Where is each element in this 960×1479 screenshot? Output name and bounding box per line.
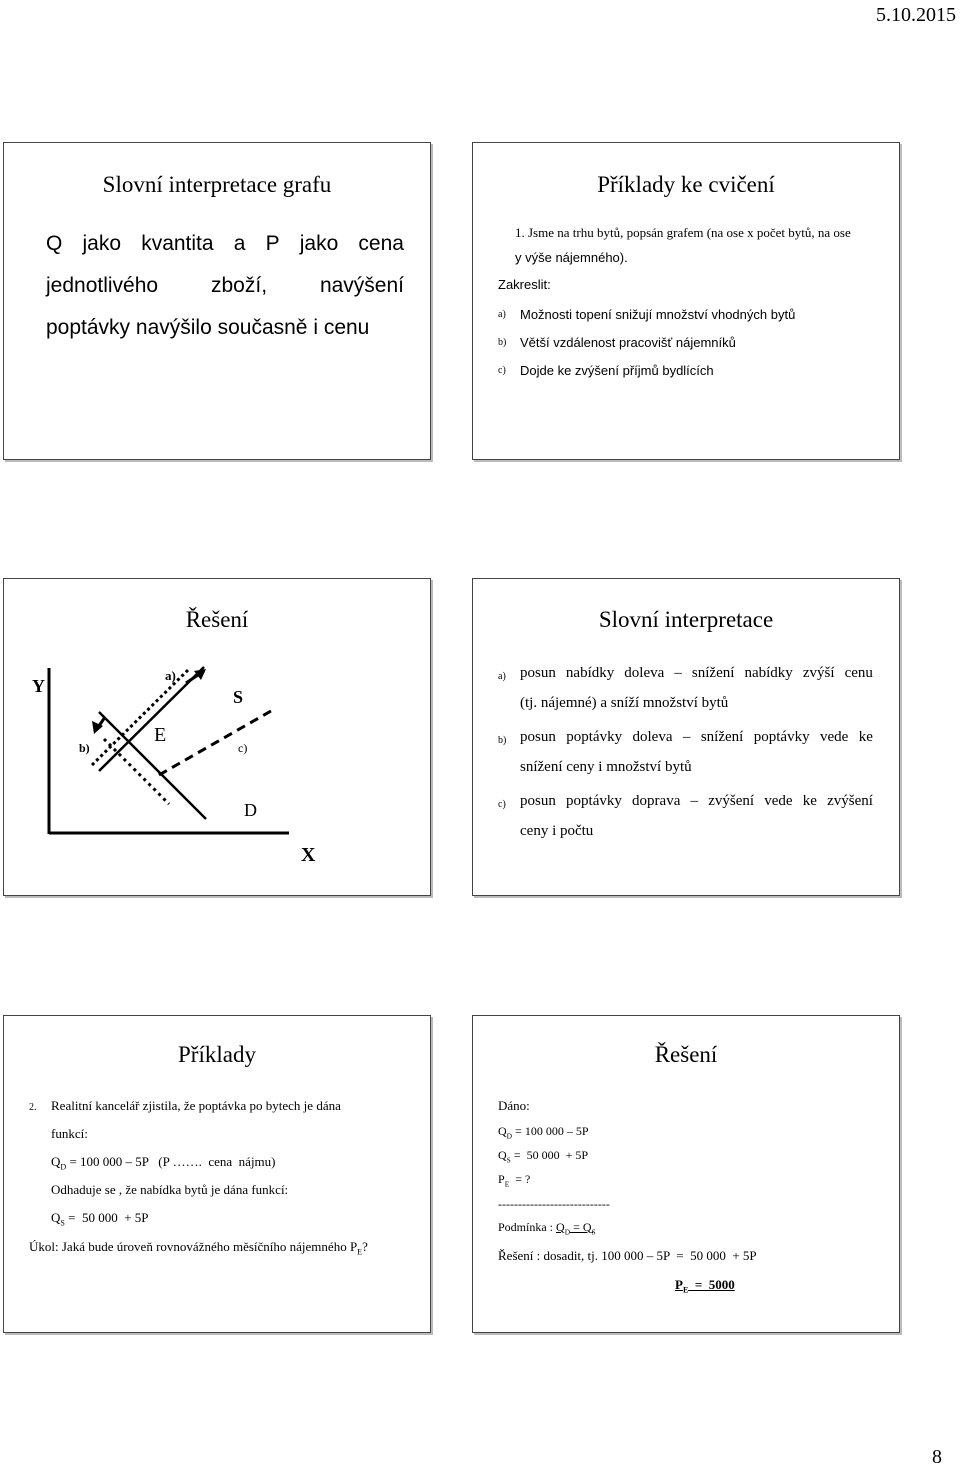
task-text: Úkol: Jaká bude úroveň rovnovážného měsíčního nájemného P — [29, 1239, 358, 1254]
word: poptávky — [566, 729, 623, 745]
word: cena — [358, 232, 404, 255]
supply-demand-graph — [4, 579, 430, 895]
task-text: ? — [362, 1239, 368, 1254]
word: navýšení — [319, 274, 404, 297]
slide-title: Příklady — [178, 1042, 256, 1067]
q-symbol: Q — [51, 1154, 61, 1169]
word: jako — [299, 232, 339, 255]
word: snížení — [691, 665, 735, 681]
equation-text: = 100 000 – 5P (P ……. cena nájmu) — [69, 1154, 276, 1169]
word: – — [674, 665, 682, 681]
list-item: Dojde ke zvýšení příjmů bydlících — [520, 363, 714, 378]
word: nabídky — [744, 665, 793, 681]
page-number: 8 — [932, 1446, 942, 1468]
slide-word-interpretation — [472, 578, 900, 896]
equation-text: = 50 000 + 5P — [510, 1148, 589, 1162]
demand-label: D — [244, 800, 257, 820]
word: vede — [764, 793, 793, 809]
list-marker: c) — [498, 799, 506, 810]
word: zvýšení — [708, 793, 755, 809]
word: zboží, — [211, 274, 268, 297]
subscript: D — [506, 1131, 513, 1141]
word: snížení — [700, 729, 744, 745]
list-marker: a) — [498, 309, 506, 320]
separator-line: ---------------------------- — [498, 1197, 610, 1211]
word: vede — [820, 729, 849, 745]
word: zvýší — [802, 665, 835, 681]
equation-text: = Q — [570, 1220, 592, 1234]
list-item: Větší vzdálenost pracovišť nájemníků — [520, 335, 736, 350]
demand-curve-original — [99, 712, 206, 819]
example-text-line: funkcí: — [51, 1126, 88, 1141]
word: ke — [802, 793, 817, 809]
task-text-line: 1. Jsme na trhu bytů, popsán grafem (na ose x počet bytů, na ose — [515, 225, 851, 240]
subscript: D — [564, 1227, 571, 1237]
list-item: Možnosti topení snižují množství vhodných bytů — [520, 307, 796, 322]
date-header: 5.10.2015 — [876, 4, 956, 26]
p-symbol: P — [498, 1172, 505, 1186]
subscript: E — [682, 1285, 689, 1295]
q-symbol: Q — [498, 1124, 507, 1138]
equilibrium-price-unknown — [498, 1172, 530, 1188]
word: a — [233, 232, 246, 255]
q-symbol: Q — [51, 1210, 61, 1225]
list-item-line — [520, 729, 873, 746]
word: doleva — [624, 665, 665, 681]
list-marker: b) — [498, 337, 507, 348]
task-text-line: y výše nájemného). — [515, 250, 628, 265]
word: poptávky — [753, 729, 810, 745]
list-item-line — [520, 793, 873, 810]
slide-title: Příklady ke cvičení — [597, 172, 775, 197]
slide-title: Řešení — [185, 607, 249, 632]
word: zvýšení — [827, 793, 873, 809]
subscript: D — [60, 1162, 67, 1172]
condition-label: Podmínka : — [498, 1220, 557, 1234]
equilibrium-label: E — [154, 724, 167, 746]
label-b: b) — [79, 741, 90, 755]
subscript: S — [506, 1155, 511, 1165]
list-marker: c) — [498, 365, 506, 376]
task-question — [29, 1239, 368, 1257]
equation-text: = 5000 — [688, 1277, 735, 1292]
slide-text-line — [46, 274, 404, 298]
word: poptávky — [566, 793, 622, 809]
word: P — [265, 232, 280, 255]
supply-curve-shifted-a — [92, 669, 189, 765]
q-symbol: Q — [498, 1148, 507, 1162]
slide-title: Řešení — [654, 1042, 718, 1067]
subscript: E — [357, 1247, 363, 1257]
slide-word-interpretation-graph — [3, 142, 431, 460]
condition-equation — [556, 1220, 596, 1237]
given-label: Dáno: — [498, 1098, 530, 1113]
word: posun — [520, 793, 556, 809]
y-axis-label: Y — [32, 676, 45, 696]
example-number: 2. — [29, 1102, 37, 1113]
slide-text-line: poptávky navýšilo současně i cenu — [46, 316, 370, 339]
word: posun — [520, 729, 556, 745]
solution-line: Řešení : dosadit, tj. 100 000 – 5P = 50 000 + 5P — [498, 1248, 757, 1263]
word: doleva — [632, 729, 673, 745]
subscript: S — [591, 1227, 596, 1237]
list-item-line: (tj. nájemné) a sníží množství bytů — [520, 695, 729, 711]
supply-function — [51, 1210, 149, 1228]
word: ke — [858, 729, 873, 745]
demand-curve-shifted-c — [159, 711, 271, 775]
result-line — [675, 1277, 735, 1295]
zakreslit-label: Zakreslit: — [498, 277, 551, 292]
subscript: S — [60, 1218, 65, 1228]
q-symbol: Q — [556, 1220, 565, 1234]
supply-label: S — [233, 687, 244, 707]
word: doprava — [632, 793, 681, 809]
demand-function — [51, 1154, 276, 1172]
word: cenu — [844, 665, 873, 681]
word: – — [682, 729, 691, 745]
slide-solution-graph — [3, 578, 431, 896]
label-c: c) — [238, 741, 248, 755]
equation-text: = 50 000 + 5P — [68, 1210, 149, 1225]
condition-line — [498, 1220, 596, 1236]
slide-examples — [3, 1015, 431, 1333]
list-marker: b) — [498, 735, 507, 746]
word: – — [690, 793, 699, 809]
word: kvantita — [141, 232, 214, 255]
slide-title: Slovní interpretace — [598, 607, 774, 632]
example-text-line: Odhaduje se , že nabídka bytů je dána funkcí: — [51, 1182, 289, 1197]
p-symbol: P — [675, 1277, 683, 1292]
list-item-line: snížení ceny i množství bytů — [520, 759, 692, 775]
word: Q — [46, 232, 63, 255]
word: jednotlivého — [46, 274, 159, 297]
equation-text: = ? — [509, 1172, 531, 1186]
slide-text-line — [46, 232, 404, 256]
example-text-line: Realitní kancelář zjistila, že poptávka po bytech je dána — [51, 1098, 341, 1113]
supply-function — [498, 1148, 588, 1164]
list-item-line: ceny i počtu — [520, 823, 594, 839]
arrow-b — [92, 717, 105, 734]
slide-solution — [472, 1015, 900, 1333]
word: nabídky — [565, 665, 615, 681]
label-a: a) — [165, 668, 176, 683]
slide-title: Slovní interpretace grafu — [102, 172, 332, 197]
x-axis-label: X — [301, 844, 316, 866]
slide-practice-examples — [472, 142, 900, 460]
demand-function — [498, 1124, 589, 1140]
list-marker: a) — [498, 671, 506, 682]
word: posun — [520, 665, 556, 681]
word: jako — [82, 232, 122, 255]
subscript: E — [504, 1179, 510, 1189]
equation-text: = 100 000 – 5P — [512, 1124, 589, 1138]
list-item-line — [520, 665, 873, 682]
